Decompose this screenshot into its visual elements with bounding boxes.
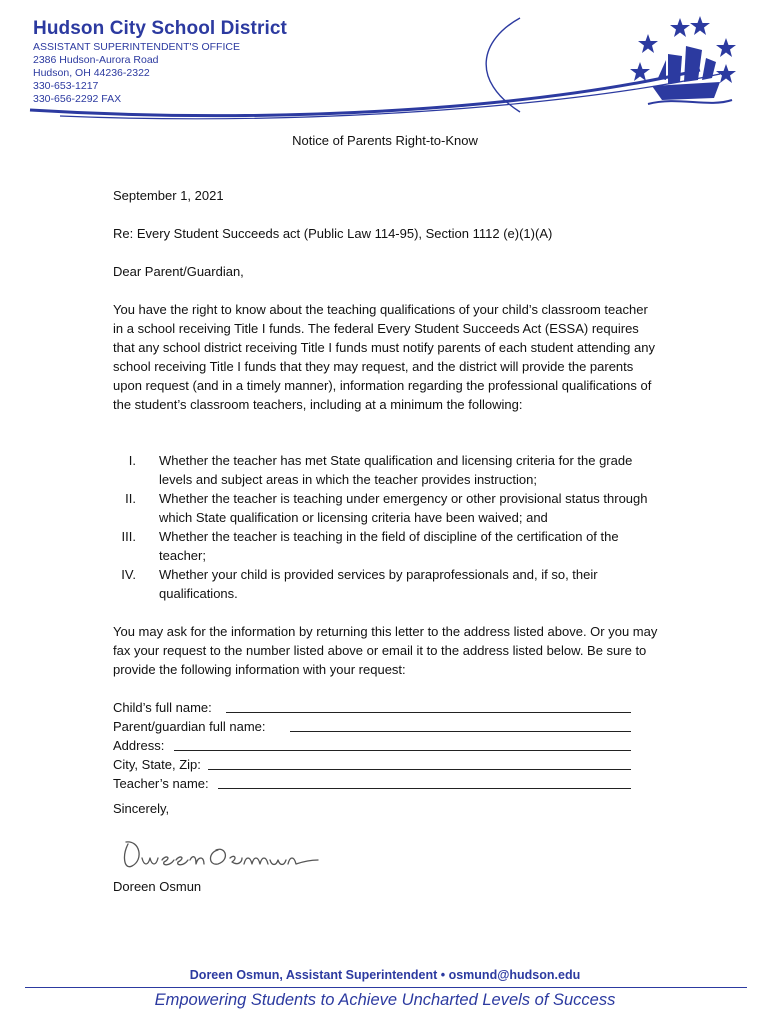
address-label: Address: <box>113 738 165 753</box>
request-paragraph: You may ask for the information by returning this letter to the address listed above. Or you may fax your request to the number listed above or email it to the address listed below. Be sure to provide the following information with your request: <box>113 624 658 677</box>
childs-name-label: Child’s full name: <box>113 700 212 715</box>
city-state-zip: Hudson, OH 44236-2322 <box>33 67 150 79</box>
district-name: Hudson City School District <box>33 18 287 39</box>
footer-divider <box>25 987 747 988</box>
list-item: Whether the teacher has met State qualification and licensing criteria for the grade levels and subject areas in which the teacher provides instruction; <box>159 453 633 487</box>
list-item: Whether your child is provided services by paraprofessionals and, if so, their qualifications. <box>159 567 598 601</box>
fax-number: 330-656-2292 FAX <box>33 93 122 105</box>
parent-name-label: Parent/guardian full name: <box>113 719 266 734</box>
list-number: IV. <box>121 567 136 582</box>
address-field[interactable] <box>174 750 631 751</box>
letter-date: September 1, 2021 <box>113 188 224 203</box>
closing: Sincerely, <box>113 801 170 816</box>
city-state-zip-field[interactable] <box>208 769 631 770</box>
regarding-line: Re: Every Student Succeeds act (Public Law 114-95), Section 1112 (e)(1)(A) <box>113 226 553 241</box>
list-item: Whether the teacher is teaching under emergency or other provisional status through which State qualification or licensing criteria have been waived; and <box>159 491 648 525</box>
list-item: Whether the teacher is teaching in the field of discipline of the certification of the teacher; <box>159 529 619 563</box>
list-number: III. <box>121 529 136 544</box>
footer-contact: Doreen Osmun, Assistant Superintendent • osmund@hudson.edu <box>189 968 581 982</box>
signer-name: Doreen Osmun <box>113 879 202 894</box>
intro-paragraph: You have the right to know about the teaching qualifications of your child’s classroom teacher in a school receiving Title I funds. The federal Every Student Succeeds Act (ESSA) requires that any school district receiving Title I funds must notify parents of each student attending any school receiving Title I funds that they may request, and the district will provide the parents upon request (and in a timely manner), information regarding the professional qualifications of the student’s classroom teachers, including at a minimum the following: <box>113 302 655 412</box>
street-address: 2386 Hudson-Aurora Road <box>33 54 159 66</box>
phone-number: 330-653-1217 <box>33 80 99 92</box>
city-state-zip-label: City, State, Zip: <box>113 757 201 772</box>
list-number: I. <box>128 453 136 468</box>
office-name: ASSISTANT SUPERINTENDENT'S OFFICE <box>33 41 240 53</box>
handwritten-signature-icon <box>118 832 328 878</box>
salutation: Dear Parent/Guardian, <box>113 264 244 279</box>
teachers-name-field[interactable] <box>218 788 631 789</box>
parent-name-field[interactable] <box>290 731 631 732</box>
letter-title: Notice of Parents Right-to-Know <box>292 133 478 148</box>
teachers-name-label: Teacher’s name: <box>113 776 209 791</box>
footer-slogan: Empowering Students to Achieve Uncharted Levels of Success <box>154 991 616 1009</box>
ship-with-stars-logo-icon <box>628 16 740 112</box>
list-number: II. <box>125 491 136 506</box>
childs-name-field[interactable] <box>226 712 631 713</box>
